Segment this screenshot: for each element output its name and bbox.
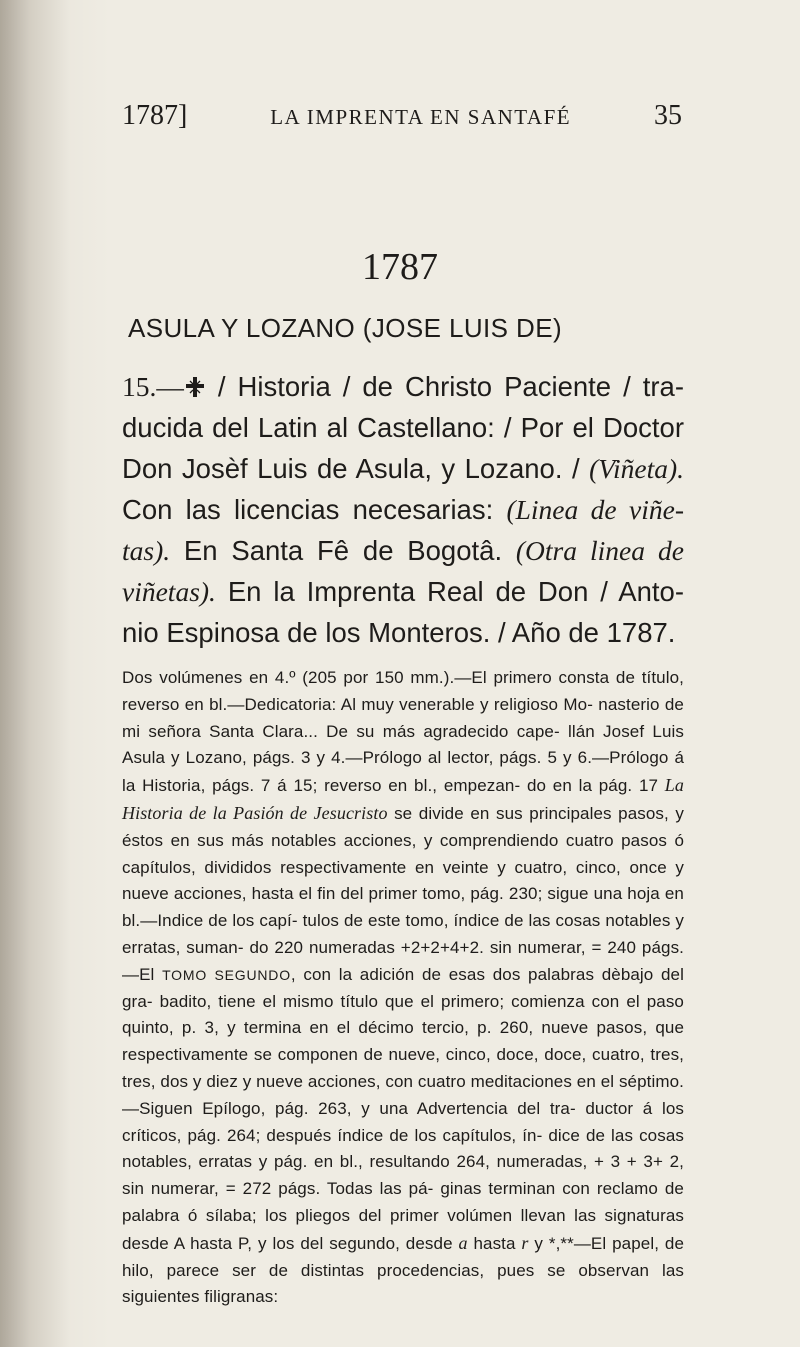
description-text: se divide en sus principales pasos, y éstos en sus más notables acciones, y comprendiendo cuatro pasos ó capítulos, divididos respectivamente en veinte y cuatro, cinco, once y nueve acciones, hasta el fin del primer tomo, pág. 230; sigue una hoja en bl.—Indice de los capí- tulos de este tomo, índice de las cosas notables y erratas, suman- do 220 numeradas +2+2+4+2. sin numerar, = 240 págs.—El [122,803,684,984]
entry-title-text: En Santa Fê de Bogotâ. [170,535,516,566]
running-head [122,100,682,140]
description-text: Dos volúmenes en 4.º (205 por 150 mm.).—El primero consta de título, reverso en bl.—Dedicatoria: Al muy venerable y religioso Mo- nasterio de mi señora Santa Clara... De su más agradecido cape- llán Josef Luis Asula y Lozano, págs. 3 y 4.—Prólogo al lector, págs. 5 y 6.—Prólogo á la Historia, págs. 7 á 15; reverso en bl., empezan- do en la pág. 17 [122,668,684,796]
entry-title-text: En la Imprenta Real de Don / Anto- nio Espinosa de los Monteros. / Año de 1787. [122,576,684,648]
entry-title-italic: (Linea de viñe- tas). [122,494,684,566]
description-italic-title: La Historia de la Pasión de Jesucristo [122,775,684,823]
entry-title [122,366,684,653]
page-number: 35 [653,100,682,131]
description-text: , con la adición de esas dos palabras dèbajo del gra- badito, tiene el mismo título que el primero; comienza con el paso quinto, p. 3, y termina en el décimo tercio, p. 260, nueve pasos, que respectivamente se componen de nueve, cinco, doce, doce, cuatro, tres, tres, dos y diez y nueve acciones, con cuatro meditaciones en el séptimo.—Siguen Epílogo, pág. 263, y una Advertencia del tra- ductor á los críticos, pág. 264; después índice de los capítulos, ín- dice de las cosas notables, erratas y pág. en bl., resultando 264, numeradas, + 3 + 3+ 2, sin numerar, = 272 págs. Todas las pá- ginas terminan con reclamo de palabra ó sílaba; los pliegos del primer volúmen llevan las signaturas desde A hasta P, y los del segundo, desde [122,964,684,1253]
entry-number: 15.— [122,371,184,402]
description-text: hasta [467,1233,522,1253]
running-head-year: 1787] [122,100,188,131]
signature-letter: r [521,1232,529,1253]
entry-title-text: Con las licencias necesarias: [122,494,507,525]
description-text: y *,**—El papel, de hilo, parece ser de distintas procedencias, pues se observan las siguientes filigranas: [122,1233,684,1307]
author-heading: ASULA Y LOZANO (JOSE LUIS DE) [128,313,562,343]
entry-title-italic: (Viñeta). [589,453,684,484]
entry-title-text: / Historia / de Christo Paciente / tra- ducida del Latin al Castellano: / Por el Doctor Don Josèf Luis de Asula, y Lozano. / [122,371,684,484]
cross-ornament-icon [184,368,206,390]
bibliographic-description [122,665,684,1311]
running-head-title: LA IMPRENTA EN SANTAFÉ [270,105,572,129]
description-smallcaps: TOMO SEGUNDO [162,966,291,983]
year-heading: 1787 [362,246,438,288]
entry-title-italic: (Otra linea de viñetas). [122,535,685,607]
signature-letter: a [458,1232,468,1253]
